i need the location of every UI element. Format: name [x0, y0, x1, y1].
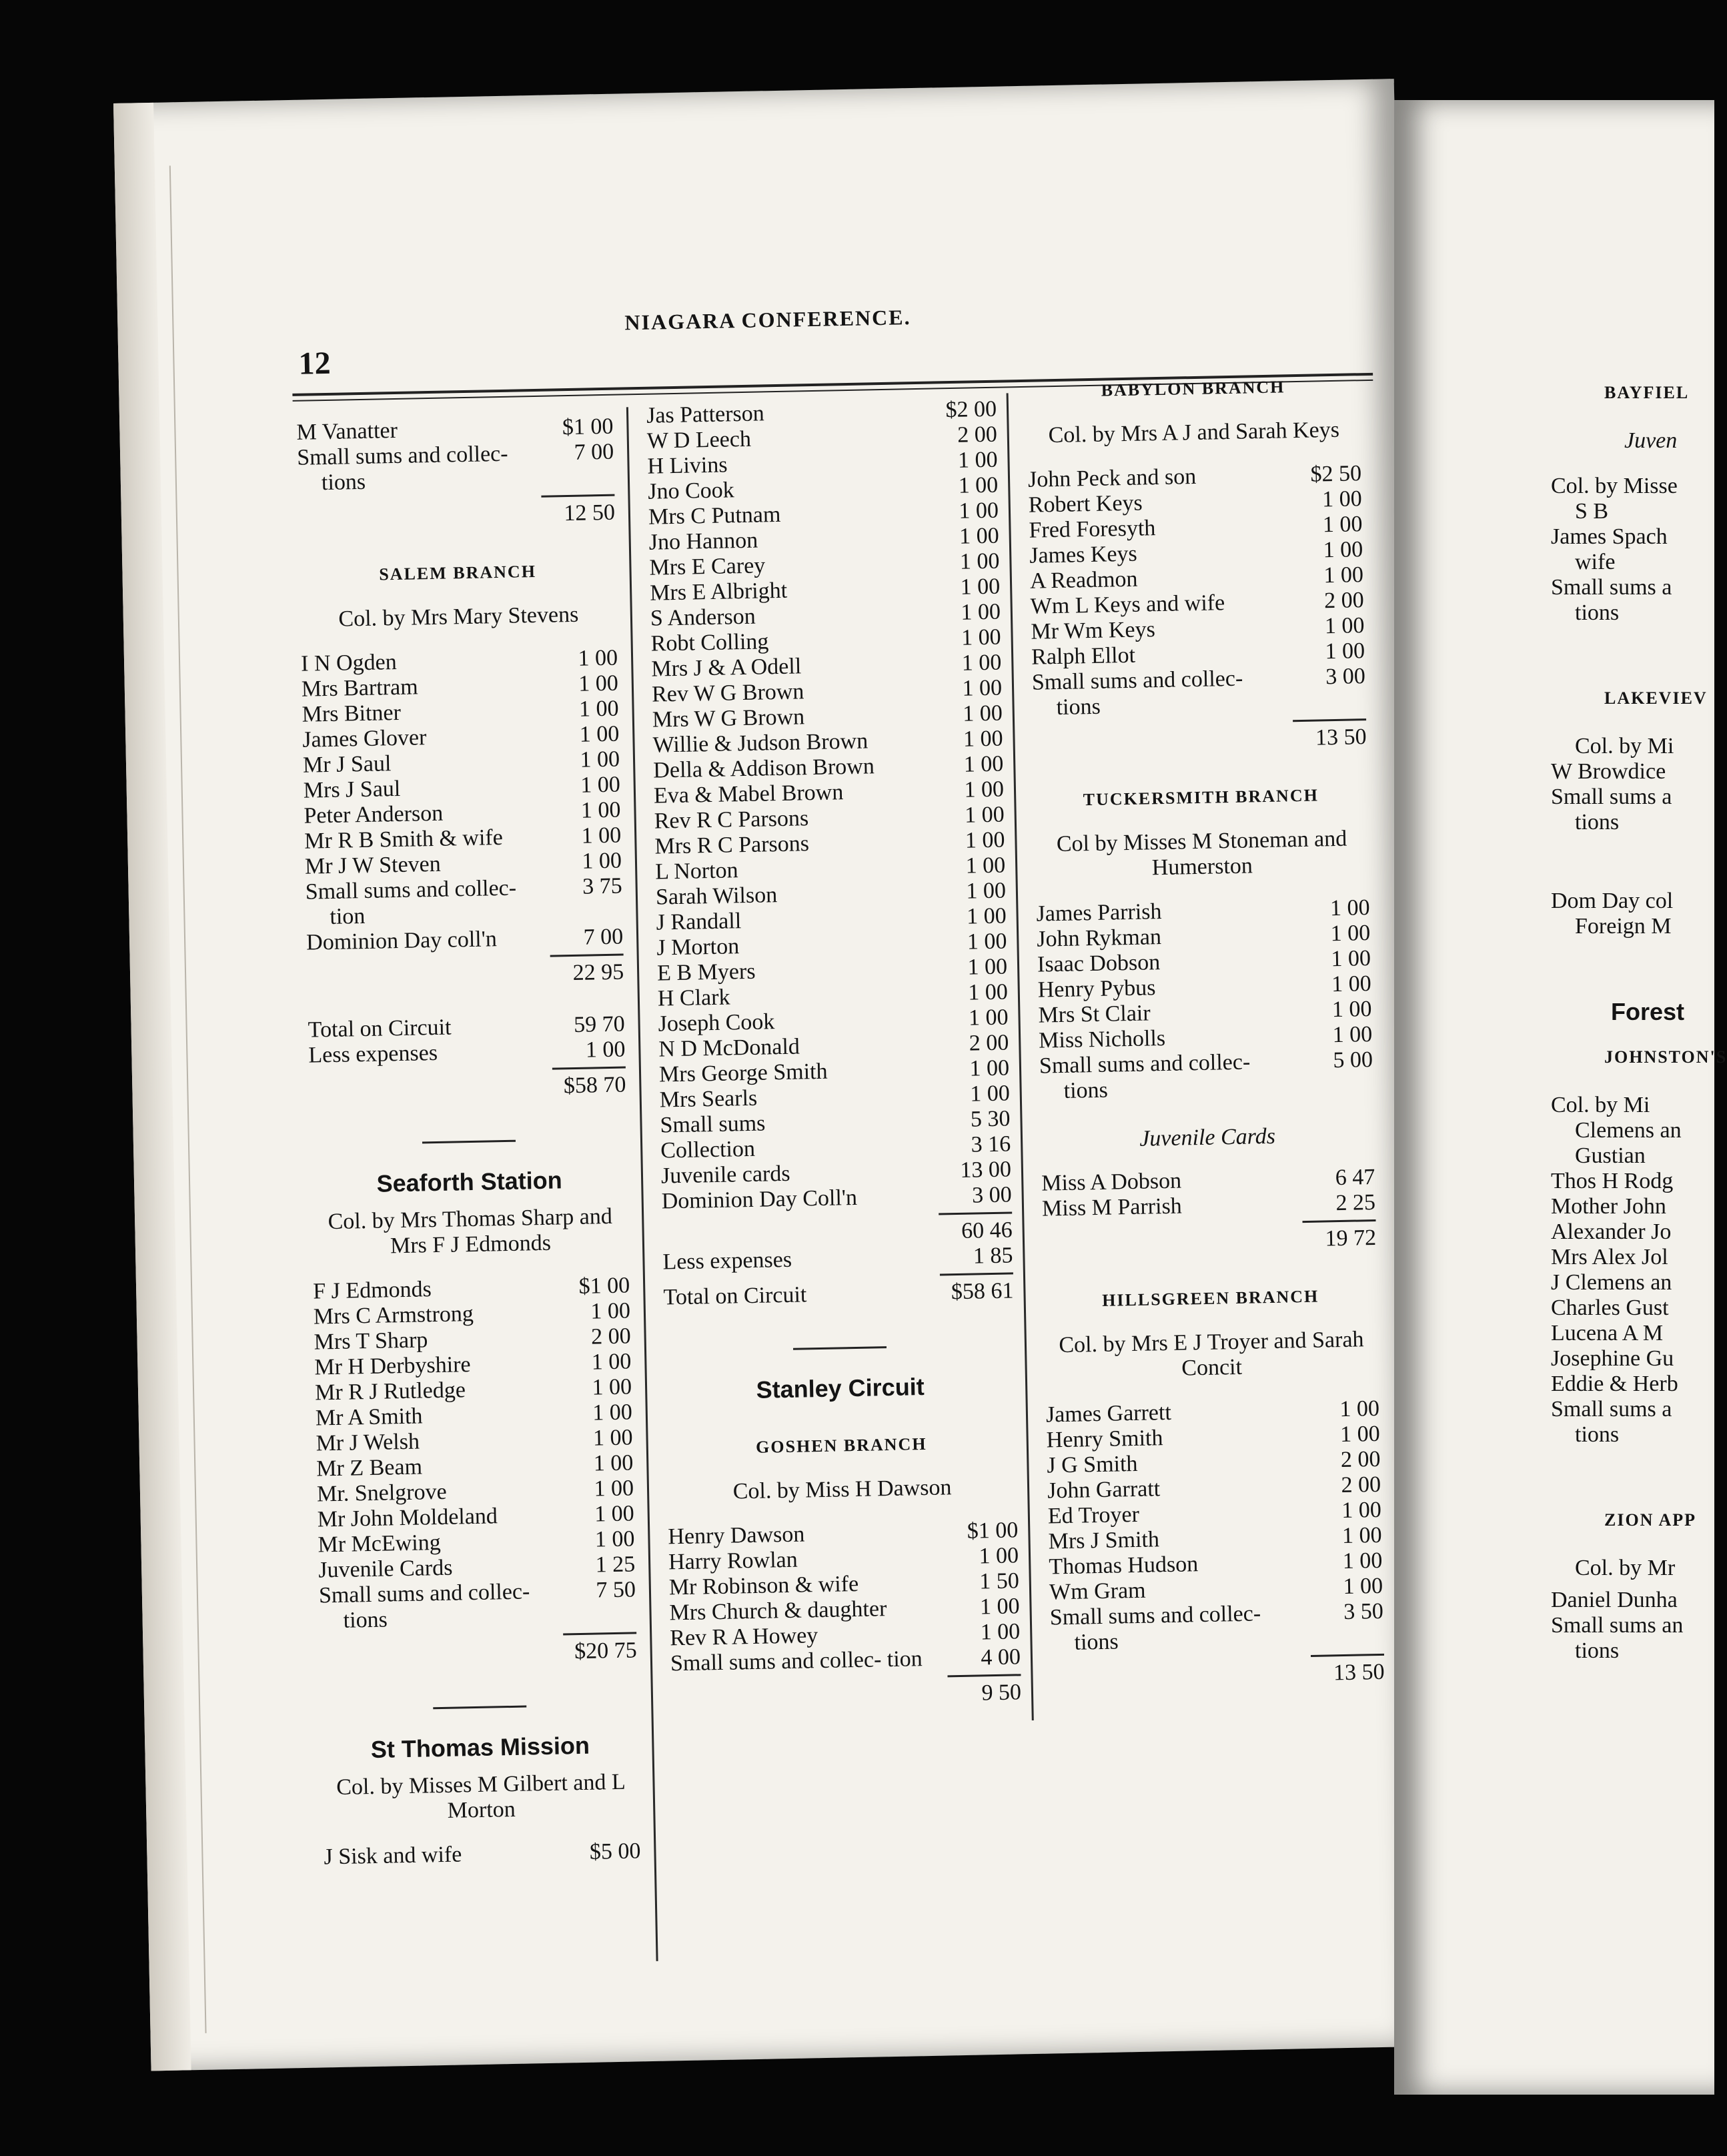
facing-line: James Spach — [1551, 524, 1668, 549]
entry-amount: 3 50 — [1343, 1598, 1384, 1625]
sum-rule-line — [939, 1211, 1012, 1215]
entry-name: Dominion Day coll'n — [306, 927, 498, 955]
entry-name: Henry Dawson — [668, 1522, 805, 1550]
entry-name: Miss M Parrish — [1041, 1193, 1183, 1221]
entry-name: Mrs Searls — [659, 1085, 758, 1113]
entry-name: Joseph Cook — [658, 1009, 775, 1037]
facing-line: tions — [1575, 1638, 1620, 1663]
entry-amount: 1 00 — [969, 1055, 1010, 1081]
entry-name: Mr J W Steven — [304, 851, 442, 879]
entry-name: J G Smith — [1047, 1451, 1138, 1478]
entry-amount: 7 00 — [583, 924, 624, 950]
entry-name: Small sums — [660, 1111, 766, 1138]
entry-name: Sarah Wilson — [655, 883, 778, 910]
entry-name: Juvenile Cards — [318, 1555, 453, 1583]
facing-line: tions — [1575, 1422, 1620, 1447]
entry-amount: 1 00 — [1343, 1573, 1383, 1600]
entry-name: Small sums and collec- tions — [318, 1579, 530, 1633]
entry-amount: 1 00 — [1331, 997, 1372, 1023]
entry-amount: 1 00 — [1331, 946, 1371, 972]
entry-name: J Sisk and wife — [324, 1842, 462, 1870]
entry-name: Less expenses — [308, 1040, 438, 1068]
entry-amount: 1 00 — [580, 772, 621, 798]
facing-line: Small sums a — [1551, 784, 1672, 809]
left-page — [113, 79, 1431, 2071]
section-separator — [422, 1140, 515, 1144]
entry-amount: 3 00 — [1325, 664, 1366, 690]
station-heading: Stanley Circuit — [756, 1373, 925, 1404]
entry-name: Mrs R C Parsons — [654, 831, 810, 859]
entry-amount: 13 00 — [960, 1157, 1012, 1183]
column-3 — [1026, 373, 1385, 1691]
entry-name: Eva & Mabel Brown — [653, 780, 844, 808]
entry-name: Mrs C Armstrong — [313, 1301, 474, 1329]
entry-amount: 59 70 — [573, 1011, 625, 1038]
entry-amount: 1 00 — [580, 797, 621, 823]
entry-amount: $58 61 — [951, 1278, 1014, 1305]
entry-amount: 1 00 — [1341, 1522, 1382, 1549]
entry-amount: 1 00 — [593, 1450, 634, 1476]
entry-name: H Livins — [647, 452, 728, 479]
section-total: 19 72 — [1325, 1225, 1377, 1251]
entry-name: Mr J Saul — [302, 751, 392, 778]
entry-name: James Glover — [302, 725, 427, 752]
entry-name: Jas Patterson — [646, 401, 765, 428]
entry-name: James Keys — [1029, 541, 1138, 568]
facing-line: Mother John — [1551, 1194, 1666, 1219]
facing-page-text — [1551, 380, 1727, 1664]
facing-line: tions — [1575, 810, 1620, 835]
entry-name: Miss Nicholls — [1038, 1025, 1166, 1053]
entry-name: Mrs Church & daughter — [669, 1596, 887, 1626]
entry-amount: 1 00 — [578, 645, 618, 671]
entry-name: Small sums and collec- tions — [1039, 1049, 1251, 1103]
facing-line: W Browdice — [1551, 759, 1666, 784]
entry-amount: 3 75 — [582, 873, 623, 899]
sum-rule-line — [550, 954, 624, 957]
entry-name: Isaac Dobson — [1037, 950, 1161, 977]
entry-amount: 1 00 — [1332, 1022, 1373, 1048]
entry-name: Henry Smith — [1046, 1426, 1163, 1453]
entry-amount: 1 00 — [960, 574, 1001, 600]
entry-name: Mrs Bartram — [301, 674, 418, 702]
entry-name: I N Ogden — [300, 650, 398, 676]
entry-amount: $5 00 — [589, 1838, 641, 1864]
entry-name: Mr. Snelgrove — [316, 1479, 447, 1507]
entry-name: J Morton — [656, 934, 740, 961]
facing-line: Mrs Alex Jol — [1551, 1245, 1668, 1269]
entry-amount: 1 00 — [592, 1400, 633, 1426]
entry-name: John Rykman — [1036, 925, 1162, 952]
entry-name: Small sums and collec- tions — [296, 441, 508, 496]
entry-amount: 1 00 — [957, 447, 998, 473]
entry-amount: 1 00 — [966, 903, 1007, 929]
entry-amount: 1 00 — [1339, 1421, 1380, 1448]
entry-name: Mr J Welsh — [316, 1429, 420, 1456]
facing-line: wife — [1575, 550, 1616, 574]
entry-amount: 2 00 — [1323, 588, 1364, 614]
section-total: 60 46 — [961, 1217, 1013, 1243]
entry-amount: 2 25 — [1335, 1189, 1376, 1216]
entry-amount: 7 00 — [574, 439, 614, 465]
entry-name: Mr Robinson & wife — [668, 1571, 859, 1600]
facing-line: Col. by Mi — [1551, 1093, 1650, 1117]
facing-line: Dom Day col — [1551, 889, 1674, 913]
entry-amount: 1 00 — [580, 746, 620, 772]
sum-rule-line — [1293, 718, 1366, 722]
entry-name: Robert Keys — [1028, 490, 1143, 518]
entry-amount: 1 00 — [1329, 895, 1370, 921]
facing-line: Gustian — [1575, 1143, 1646, 1168]
entry-amount: 1 00 — [979, 1594, 1020, 1620]
facing-line: ZION APP — [1604, 1510, 1697, 1530]
entry-name: Miss A Dobson — [1041, 1168, 1182, 1196]
entry-amount: 1 00 — [967, 954, 1008, 980]
entry-amount: 1 00 — [594, 1526, 635, 1552]
branch-heading: SALEM BRANCH — [379, 561, 537, 584]
branch-heading: BABYLON BRANCH — [1101, 377, 1285, 400]
entry-name: Total on Circuit — [663, 1282, 807, 1310]
facing-line: Col. by Mr — [1575, 1556, 1676, 1580]
entry-amount: 1 00 — [962, 675, 1003, 701]
entry-amount: 1 00 — [979, 1543, 1019, 1569]
entry-amount: 1 00 — [590, 1298, 631, 1324]
ledger-row — [1039, 1047, 1373, 1105]
entry-name: John Garratt — [1047, 1476, 1161, 1504]
facing-line: S B — [1575, 499, 1609, 524]
section-separator — [793, 1346, 887, 1350]
entry-name: Della & Addison Brown — [652, 754, 875, 783]
entry-name: Willie & Judson Brown — [652, 728, 869, 758]
entry-amount: 1 00 — [1339, 1396, 1380, 1422]
facing-line: Small sums a — [1551, 575, 1672, 600]
entry-name: S Anderson — [650, 604, 756, 631]
facing-line: Josephine Gu — [1551, 1346, 1674, 1371]
entry-amount: 1 00 — [582, 848, 622, 874]
station-heading: St Thomas Mission — [370, 1731, 590, 1764]
entry-amount: $1 00 — [562, 414, 614, 440]
entry-amount: $2 50 — [1310, 461, 1362, 487]
entry-amount: 1 00 — [964, 776, 1005, 802]
entry-amount: 3 00 — [971, 1182, 1013, 1208]
entry-name: Mrs Bitner — [302, 700, 402, 727]
entry-amount: 4 00 — [981, 1644, 1021, 1670]
entry-name: Less expenses — [662, 1247, 792, 1275]
facing-line: tions — [1575, 600, 1620, 625]
entry-amount: 1 00 — [1322, 512, 1363, 538]
entry-name: W D Leech — [646, 426, 752, 454]
entry-amount: 1 00 — [1330, 921, 1371, 947]
entry-amount: 2 00 — [1341, 1472, 1381, 1498]
entry-amount: 1 00 — [1342, 1548, 1383, 1574]
entry-amount: 1 85 — [973, 1243, 1013, 1269]
entry-name: Thomas Hudson — [1049, 1552, 1199, 1580]
entry-name: L Norton — [654, 858, 738, 885]
branch-heading: TUCKERSMITH BRANCH — [1083, 785, 1319, 810]
entry-amount: 5 00 — [1333, 1047, 1373, 1073]
entry-name: James Parrish — [1036, 899, 1162, 927]
entry-amount: 1 00 — [591, 1349, 632, 1375]
entry-name: Mrs C Putnam — [648, 502, 781, 530]
entry-amount: 1 25 — [595, 1552, 636, 1578]
entry-amount: 1 00 — [1323, 537, 1363, 563]
entry-amount: 1 00 — [594, 1501, 635, 1527]
entry-name: Small sums and collec- tion — [670, 1646, 923, 1676]
facing-line: Col. by Misse — [1551, 474, 1678, 498]
facing-line: Thos H Rodg — [1551, 1169, 1674, 1193]
facing-line: BAYFIEL — [1604, 383, 1690, 402]
entry-name: John Peck and son — [1027, 464, 1197, 492]
entry-amount: 1 00 — [585, 1037, 626, 1063]
facing-line: J Clemens an — [1551, 1270, 1672, 1295]
entry-amount: 1 00 — [592, 1425, 633, 1451]
entry-name: Fred Foresyth — [1029, 516, 1156, 543]
entry-amount: 1 00 — [965, 827, 1005, 853]
entry-name: Mrs J Smith — [1048, 1527, 1160, 1554]
entry-amount: 1 00 — [1321, 486, 1363, 512]
entry-amount: $2 00 — [945, 396, 997, 423]
entry-name: A Readmon — [1029, 566, 1138, 594]
entry-name: Mr H Derbyshire — [314, 1352, 471, 1380]
entry-name: Wm L Keys and wife — [1030, 590, 1225, 619]
entry-name: Ed Troyer — [1047, 1502, 1140, 1529]
section-total: 12 50 — [564, 500, 616, 526]
sum-rule-line — [1302, 1219, 1375, 1223]
entry-amount: 1 00 — [967, 979, 1009, 1005]
branch-heading: GOSHEN BRANCH — [755, 1434, 927, 1457]
entry-amount: 1 00 — [581, 823, 622, 849]
facing-line: LAKEVIEV — [1604, 688, 1708, 708]
entry-amount: 1 00 — [592, 1374, 632, 1400]
entry-amount: 1 00 — [594, 1476, 634, 1502]
entry-amount: 2 00 — [969, 1030, 1009, 1056]
entry-name: F J Edmonds — [312, 1277, 432, 1304]
section-total: 22 95 — [572, 959, 624, 986]
facing-line: Eddie & Herb — [1551, 1372, 1678, 1396]
facing-line: Clemens an — [1575, 1118, 1682, 1143]
entry-name: James Garrett — [1045, 1400, 1172, 1428]
entry-name: Mr Wm Keys — [1031, 617, 1156, 644]
facing-line: Small sums a — [1551, 1397, 1672, 1422]
column-2 — [646, 397, 1022, 1712]
entry-amount: $1 00 — [967, 1518, 1019, 1544]
sum-rule-line — [947, 1674, 1021, 1677]
entry-name: Mrs T Sharp — [314, 1327, 428, 1355]
facing-line: Col. by Mi — [1575, 734, 1674, 758]
entry-name: Dominion Day Coll'n — [661, 1185, 858, 1214]
sum-rule-line — [563, 1632, 636, 1635]
facing-line: Juven — [1624, 428, 1678, 453]
entry-amount: 1 00 — [963, 751, 1004, 777]
sum-rule-line — [940, 1272, 1013, 1275]
collector-line: Col. by Miss H Dawson — [732, 1475, 952, 1504]
entry-amount: 1 00 — [959, 523, 1000, 549]
ledger-row — [324, 1838, 641, 1870]
facing-line: Forest — [1611, 998, 1685, 1025]
column-1 — [296, 414, 641, 1870]
entry-name: Mr R J Rutledge — [314, 1378, 466, 1406]
facing-line: JOHNSTON'S — [1604, 1047, 1727, 1067]
entry-name: Jno Cook — [647, 478, 735, 504]
entry-amount: 1 00 — [1331, 971, 1372, 997]
section-separator — [433, 1706, 526, 1710]
entry-amount: 1 00 — [579, 721, 620, 747]
entry-amount: 1 00 — [961, 624, 1001, 650]
entry-amount: 1 00 — [1323, 562, 1364, 588]
facing-line: Charles Gust — [1551, 1295, 1669, 1320]
entry-name: Jno Hannon — [648, 528, 758, 555]
entry-amount: 2 00 — [590, 1323, 631, 1350]
running-title: NIAGARA CONFERENCE. — [624, 305, 911, 335]
facing-line: Lucena A M — [1551, 1321, 1664, 1345]
collector-line: Col. by Mrs A J and Sarah Keys — [1048, 417, 1340, 448]
entry-name: Mr Z Beam — [316, 1454, 423, 1482]
entry-amount: 1 00 — [1324, 613, 1365, 639]
entry-amount: 1 00 — [962, 700, 1003, 726]
entry-name: Total on Circuit — [308, 1015, 452, 1043]
section-total: 9 50 — [981, 1680, 1022, 1706]
entry-name: Rev W G Brown — [651, 679, 804, 707]
entry-amount: 1 00 — [980, 1619, 1021, 1645]
ledger-row — [297, 440, 614, 496]
entry-amount: 2 00 — [957, 422, 998, 448]
juvenile-cards-heading: Juvenile Cards — [1139, 1123, 1276, 1151]
entry-amount: 1 00 — [969, 1081, 1011, 1107]
entry-amount: 1 00 — [966, 878, 1007, 904]
entry-name: Robt Colling — [650, 629, 769, 656]
entry-name: Wm Gram — [1049, 1578, 1146, 1605]
sum-rule-line — [552, 1067, 626, 1070]
entry-amount: 1 00 — [968, 1005, 1009, 1031]
entry-amount: 1 50 — [979, 1568, 1020, 1594]
entry-amount: 1 00 — [967, 929, 1007, 955]
sum-rule-line — [1311, 1654, 1384, 1657]
entry-name: H Clark — [657, 985, 730, 1011]
entry-amount: 1 00 — [961, 599, 1001, 625]
entry-amount: 3 16 — [971, 1131, 1011, 1157]
entry-name: Mrs J & A Odell — [651, 654, 802, 682]
facing-line: Alexander Jo — [1551, 1219, 1672, 1244]
entry-amount: 1 00 — [959, 548, 1000, 574]
entry-amount: 1 00 — [578, 670, 619, 696]
entry-name: Rev R C Parsons — [654, 806, 809, 834]
ledger-row — [1049, 1599, 1383, 1656]
entry-amount: 1 00 — [1325, 638, 1365, 664]
entry-amount: 7 50 — [596, 1577, 636, 1603]
facing-line: Small sums an — [1551, 1613, 1684, 1638]
entry-name: Harry Rowlan — [668, 1547, 798, 1575]
entry-amount: 1 00 — [963, 726, 1003, 752]
entry-name: Mr McEwing — [318, 1530, 442, 1558]
entry-name: Mrs George Smith — [658, 1059, 828, 1087]
ledger-row — [305, 874, 622, 931]
collector-line: Col. by Misses M Gilbert and L Morton — [336, 1769, 626, 1823]
entry-name: Mrs W G Brown — [652, 704, 805, 732]
entry-name: Ralph Ellot — [1031, 642, 1136, 670]
entry-name: Mrs J Saul — [303, 776, 401, 803]
entry-name: Juvenile cards — [660, 1161, 790, 1189]
sum-rule-line — [541, 494, 614, 498]
entry-amount: 5 30 — [970, 1106, 1011, 1132]
entry-name: J Randall — [656, 909, 742, 935]
section-total: $58 70 — [563, 1072, 626, 1099]
entry-amount: 2 00 — [1340, 1446, 1381, 1473]
entry-name: Mr John Moldeland — [317, 1504, 498, 1532]
entry-name: Small sums and collec- tions — [1031, 666, 1243, 720]
facing-line: Foreign M — [1575, 914, 1672, 939]
entry-amount: $1 00 — [578, 1273, 630, 1299]
entry-name: Mrs St Clair — [1038, 1001, 1151, 1028]
entry-amount: 1 00 — [959, 498, 999, 524]
entry-name: Small sums and collec- tion — [305, 875, 517, 929]
collector-line: Col. by Mrs E J Troyer and Sarah Concit — [1059, 1327, 1364, 1381]
entry-amount: 1 00 — [965, 853, 1006, 879]
entry-amount: 1 00 — [961, 650, 1002, 676]
collector-line: Col. by Mrs Mary Stevens — [338, 602, 579, 632]
facing-page — [1394, 100, 1727, 2095]
section-total: $20 75 — [574, 1638, 638, 1664]
entry-name: Mr A Smith — [315, 1404, 423, 1431]
entry-name: N D McDonald — [658, 1034, 800, 1062]
entry-amount: 1 00 — [578, 696, 619, 722]
section-total: 13 50 — [1315, 724, 1367, 750]
entry-name: M Vanatter — [296, 418, 398, 445]
section-total: 13 50 — [1333, 1659, 1385, 1686]
entry-amount: 1 00 — [958, 472, 999, 498]
entry-amount: 6 47 — [1335, 1164, 1375, 1191]
facing-line: Daniel Dunha — [1551, 1588, 1678, 1612]
entry-name: Peter Anderson — [304, 800, 444, 829]
station-heading: Seaforth Station — [376, 1166, 562, 1197]
entry-name: Rev R A Howey — [669, 1623, 818, 1651]
entry-name: Mr R B Smith & wife — [304, 825, 504, 854]
collector-line: Col by Misses M Stoneman and Humerston — [1056, 826, 1347, 881]
page-number: 12 — [298, 345, 332, 382]
entry-name: Mrs E Albright — [649, 578, 788, 606]
entry-name: Mrs E Carey — [649, 553, 766, 580]
entry-name: Small sums and collec- tions — [1049, 1601, 1261, 1655]
entry-name: Collection — [660, 1136, 756, 1163]
entry-amount: 1 00 — [1341, 1497, 1382, 1524]
entry-name: Henry Pybus — [1037, 975, 1156, 1003]
ledger-row — [1032, 664, 1366, 721]
page-edge — [113, 103, 191, 2071]
entry-amount: 1 00 — [964, 802, 1005, 828]
branch-heading: HILLSGREEN BRANCH — [1101, 1286, 1319, 1310]
collector-line: Col. by Mrs Thomas Sharp and Mrs F J Edmonds — [328, 1203, 613, 1259]
ledger-row — [319, 1577, 636, 1634]
entry-name: E B Myers — [656, 959, 756, 986]
